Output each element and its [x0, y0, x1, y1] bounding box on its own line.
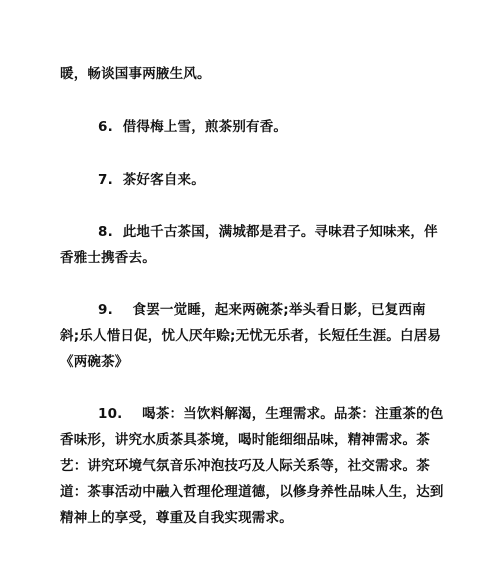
paragraph-7: 7. 茶好客自来。 [98, 172, 205, 188]
paragraph-10: 10. 喝茶：当饮料解渴，生理需求。品茶：注重茶的色香味形，讲究水质茶具茶境，喝时能细细品味，精神需求。茶艺：讲究环境气氛音乐冲泡技巧及人际关系等，社交需求。茶道：茶事活动中融入哲理伦理道德，以修身养性品味人生，达到精神上的享受，尊重及自我实现需求。 [60, 406, 444, 526]
paragraph-continuation: 暖，畅谈国事两腋生风。 [60, 66, 211, 82]
paragraph-8: 8. 此地千古茶国，满城都是君子。寻味君子知味来，伴香雅士携香去。 [60, 224, 438, 266]
paragraph-9: 9. 食罢一觉睡，起来两碗茶;举头看日影，已复西南斜;乐人惜日促，忧人厌年赊;无忧无乐者，长短任生涯。白居易《两碗茶》 [60, 302, 442, 370]
paragraph-6: 6. 借得梅上雪，煎茶别有香。 [98, 119, 288, 135]
